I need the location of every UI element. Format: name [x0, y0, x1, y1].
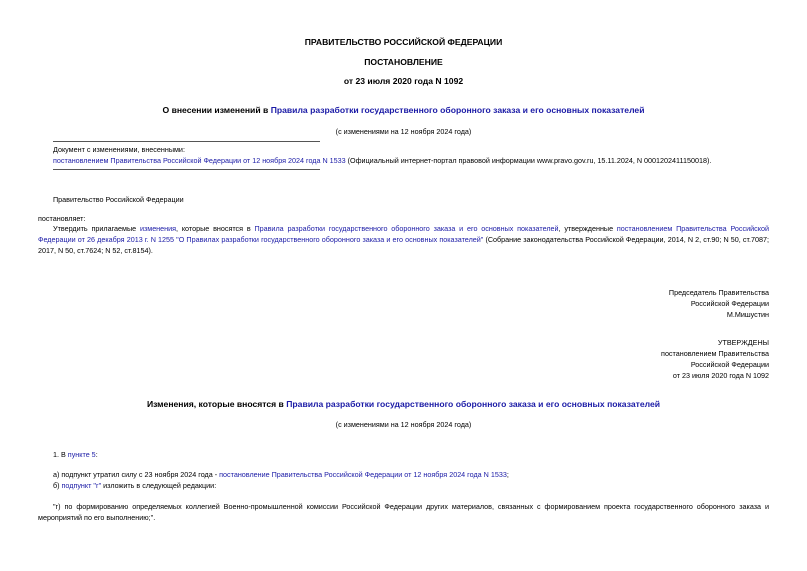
changes-box-decree-link[interactable]: постановлением Правительства Российской Федерации от 12 ноября 2024 года N 1533	[53, 156, 346, 165]
approved-line-3: Российской Федерации	[690, 360, 769, 369]
approve-text-1: Утвердить прилагаемые	[53, 224, 140, 233]
signature-block	[469, 287, 769, 320]
approve-text-3: , утвержденные	[558, 224, 617, 233]
subitem-a	[53, 469, 773, 480]
government-heading: ПРАВИТЕЛЬСТВО РОССИЙСКОЙ ФЕДЕРАЦИИ	[304, 37, 503, 47]
changes-title-rules-link[interactable]: Правила разработки государственного оборонного заказа и его основных показателей	[286, 399, 661, 409]
document-title	[0, 105, 807, 115]
decree-1533-link[interactable]: постановление Правительства Российской Федерации от 12 ноября 2024 года N 1533	[219, 470, 507, 479]
edition-note: (с изменениями на 12 ноября 2024 года)	[335, 127, 472, 136]
approved-block	[469, 337, 769, 381]
rules-link[interactable]: Правила разработки государственного оборонного заказа и его основных показателей	[254, 224, 559, 233]
changes-box-top-rule	[53, 141, 320, 142]
subitem-b	[53, 480, 216, 491]
quoted-text: "г) по формированию определяемых коллегией Военно-промышленной комиссии Российской Федерации других материалов, связанных с формированием проекта государственного оборонного заказа и мероприятий по его выполнению;".	[38, 502, 769, 522]
item-1	[53, 449, 98, 460]
title-prefix: О внесении изменений в	[162, 105, 271, 115]
point-5-link[interactable]: пункте 5	[67, 450, 96, 459]
signature-name: М.Мишустин	[726, 310, 769, 319]
approve-text-4: (Собрание законодательства Российской Федерации, 2014, N 2, ст.90; N 50, ст.7087; 2017, N 50, ст.7624; N 52, ст.8154).	[38, 235, 769, 255]
approved-line-1: УТВЕРЖДЕНЫ	[717, 338, 769, 347]
approved-line-4: от 23 июля 2020 года N 1092	[672, 371, 769, 380]
changes-link[interactable]: изменения	[139, 224, 177, 233]
title-rules-link[interactable]: Правила разработки государственного оборонного заказа и его основных показателей	[270, 105, 645, 115]
changes-edition-note: (с изменениями на 12 ноября 2024 года)	[335, 420, 472, 429]
document-date: от 23 июля 2020 года N 1092	[343, 76, 464, 86]
issuer-name: Правительство Российской Федерации	[53, 195, 184, 204]
decree-1255-link[interactable]: постановлением Правительства Российской Федерации от 26 декабря 2013 г. N 1255 "О Правилах разработки государственного оборонного заказа и его основных показателей"	[38, 224, 769, 244]
document-type: ПОСТАНОВЛЕНИЕ	[364, 57, 443, 67]
changes-title-prefix: Изменения, которые вносятся в	[146, 399, 287, 409]
item-1-suffix: :	[95, 450, 98, 459]
subitem-a-suffix: ;	[506, 470, 509, 479]
subpoint-g-link[interactable]: подпункт "г"	[61, 481, 102, 490]
subitem-a-prefix: а) подпункт утратил силу с 23 ноября 2024 года -	[53, 470, 220, 479]
item-1-prefix: 1. В	[53, 450, 68, 459]
approve-text-2: , которые вносятся в	[176, 224, 255, 233]
signature-line-2: Российской Федерации	[690, 299, 769, 308]
approved-line-2: постановлением Правительства	[661, 349, 769, 358]
changes-box-bottom-rule	[53, 169, 320, 170]
changes-box-source-rest: (Официальный интернет-портал правовой информации www.pravo.gov.ru, 15.11.2024, N 0001202411150018).	[345, 156, 712, 165]
changes-title	[0, 399, 807, 409]
decides-word: постановляет:	[38, 214, 86, 223]
subitem-b-prefix: б)	[53, 481, 62, 490]
subitem-b-suffix: изложить в следующей редакции:	[101, 481, 217, 490]
changes-box-intro: Документ с изменениями, внесенными:	[53, 145, 185, 154]
signature-line-1: Председатель Правительства	[668, 288, 769, 297]
approve-paragraph	[38, 223, 769, 256]
changes-box-source	[53, 155, 773, 166]
